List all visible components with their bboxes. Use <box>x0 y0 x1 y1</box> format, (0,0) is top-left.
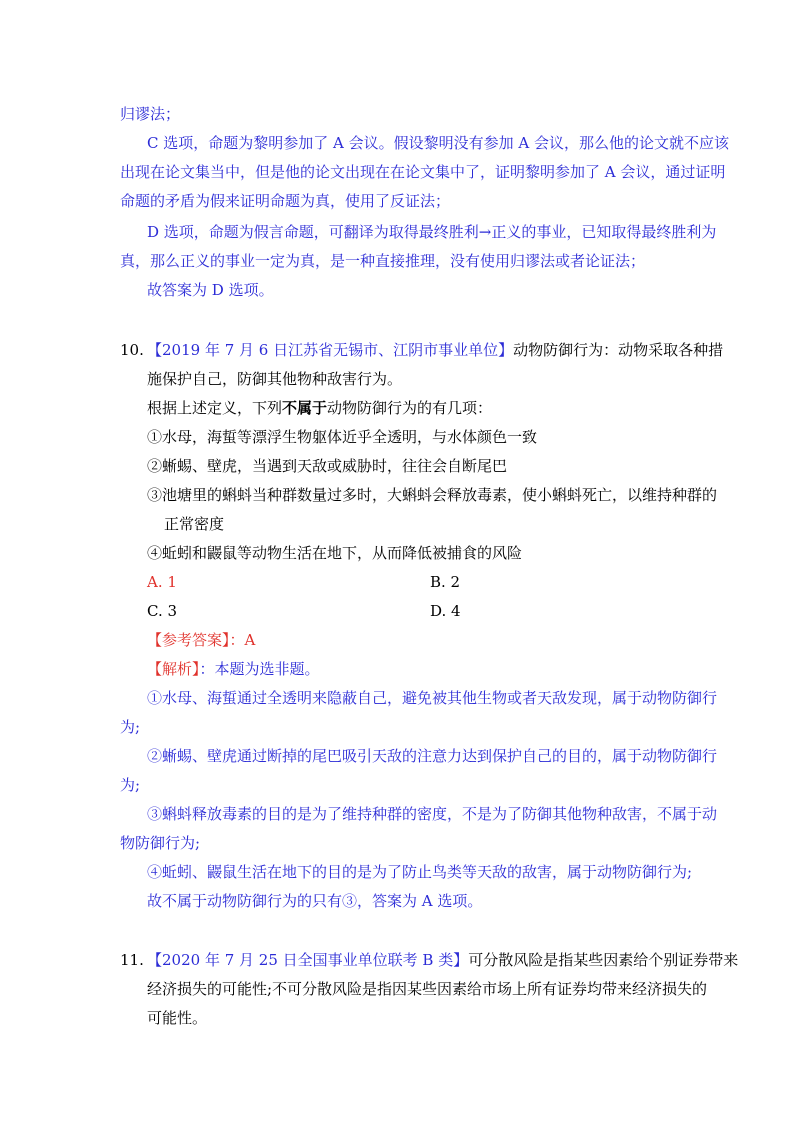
prev-analysis-line: 故答案为 D 选项。 <box>147 281 274 299</box>
analysis-line: ④蚯蚓、鼹鼠生活在地下的目的是为了防止鸟类等天敌的敌害，属于动物防御行为; <box>147 863 693 881</box>
stem-text: 经济损失的可能性;不可分散风险是指因某些因素给市场上所有证券均带来经济损失的 <box>147 980 708 998</box>
analysis-line: ②蜥蜴、壁虎通过断掉的尾巴吸引天敌的注意力达到保护自己的目的，属于动物防御行 <box>147 747 718 765</box>
prev-analysis-line: D 选项，命题为假言命题，可翻译为取得最终胜利→正义的事业，已知取得最终胜利为 <box>147 223 717 241</box>
analysis-line: 为; <box>120 776 141 794</box>
analysis-intro: ：本题为选非题。 <box>199 660 320 678</box>
prompt-prefix: 根据上述定义，下列 <box>147 399 283 417</box>
analysis-line: ①水母、海蜇通过全透明来隐蔽自己，避免被其他生物或者天敌发现，属于动物防御行 <box>147 689 718 707</box>
stem-text: 施保护自己，防御其他物种敌害行为。 <box>147 370 403 388</box>
prev-analysis-line: 出现在论文集当中，但是他的论文出现在在论文集中了，证明黎明参加了 A 会议，通过证明 <box>120 163 726 181</box>
analysis-label: 【解析】 <box>147 660 200 678</box>
question-number: 11. <box>120 951 144 969</box>
question-source: 【2020 年 7 月 25 日全国事业单位联考 B 类】 <box>147 951 469 969</box>
statement-item-continued: 正常密度 <box>164 515 225 533</box>
question-source: 【2019 年 7 月 6 日江苏省无锡市、江阴市事业单位】 <box>147 341 514 359</box>
question-number: 10. <box>120 341 144 359</box>
prev-analysis-line: 归谬法； <box>120 105 181 123</box>
prompt-emphasis: 不属于 <box>282 399 328 417</box>
question-stem <box>147 950 738 970</box>
prev-analysis-line: C 选项，命题为黎明参加了 A 会议。假设黎明没有参加 A 会议，那么他的论文就不应该 <box>147 134 729 152</box>
reference-answer: 【参考答案】：A <box>147 631 256 649</box>
analysis-line: 物防御行为; <box>120 834 201 852</box>
statement-item: ④蚯蚓和鼹鼠等动物生活在地下，从而降低被捕食的风险 <box>147 544 523 562</box>
option-c: C. 3 <box>147 602 178 620</box>
prev-analysis-line: 真，那么正义的事业一定为真，是一种直接推理，没有使用归谬法或者论证法； <box>120 252 646 270</box>
prev-analysis-line: 命题的矛盾为假来证明命题为真，使用了反证法； <box>120 192 451 210</box>
analysis-line: ③蝌蚪释放毒素的目的是为了维持种群的密度，不是为了防御其他物种敌害，不属于动 <box>147 805 718 823</box>
option-d: D. 4 <box>430 602 461 620</box>
analysis-line: 故不属于动物防御行为的只有③，答案为 A 选项。 <box>147 892 483 910</box>
question-prompt <box>147 398 492 418</box>
statement-item: ③池塘里的蝌蚪当种群数量过多时，大蝌蚪会释放毒素，使小蝌蚪死亡，以维持种群的 <box>147 486 718 504</box>
stem-text: 可分散风险是指某些因素给个别证券带来 <box>468 951 739 969</box>
question-stem <box>147 340 723 360</box>
statement-item: ②蜥蜴、壁虎，当遇到天敌或威胁时，往往会自断尾巴 <box>147 457 508 475</box>
analysis-line: 为; <box>120 718 141 736</box>
stem-text: 可能性。 <box>147 1009 208 1027</box>
stem-text: 动物防御行为：动物采取各种措 <box>513 341 724 359</box>
option-b: B. 2 <box>430 573 461 591</box>
statement-item: ①水母，海蜇等漂浮生物躯体近乎全透明，与水体颜色一致 <box>147 428 538 446</box>
option-a: A. 1 <box>147 573 177 591</box>
prompt-suffix: 动物防御行为的有几项： <box>327 399 493 417</box>
analysis-heading <box>147 659 320 679</box>
